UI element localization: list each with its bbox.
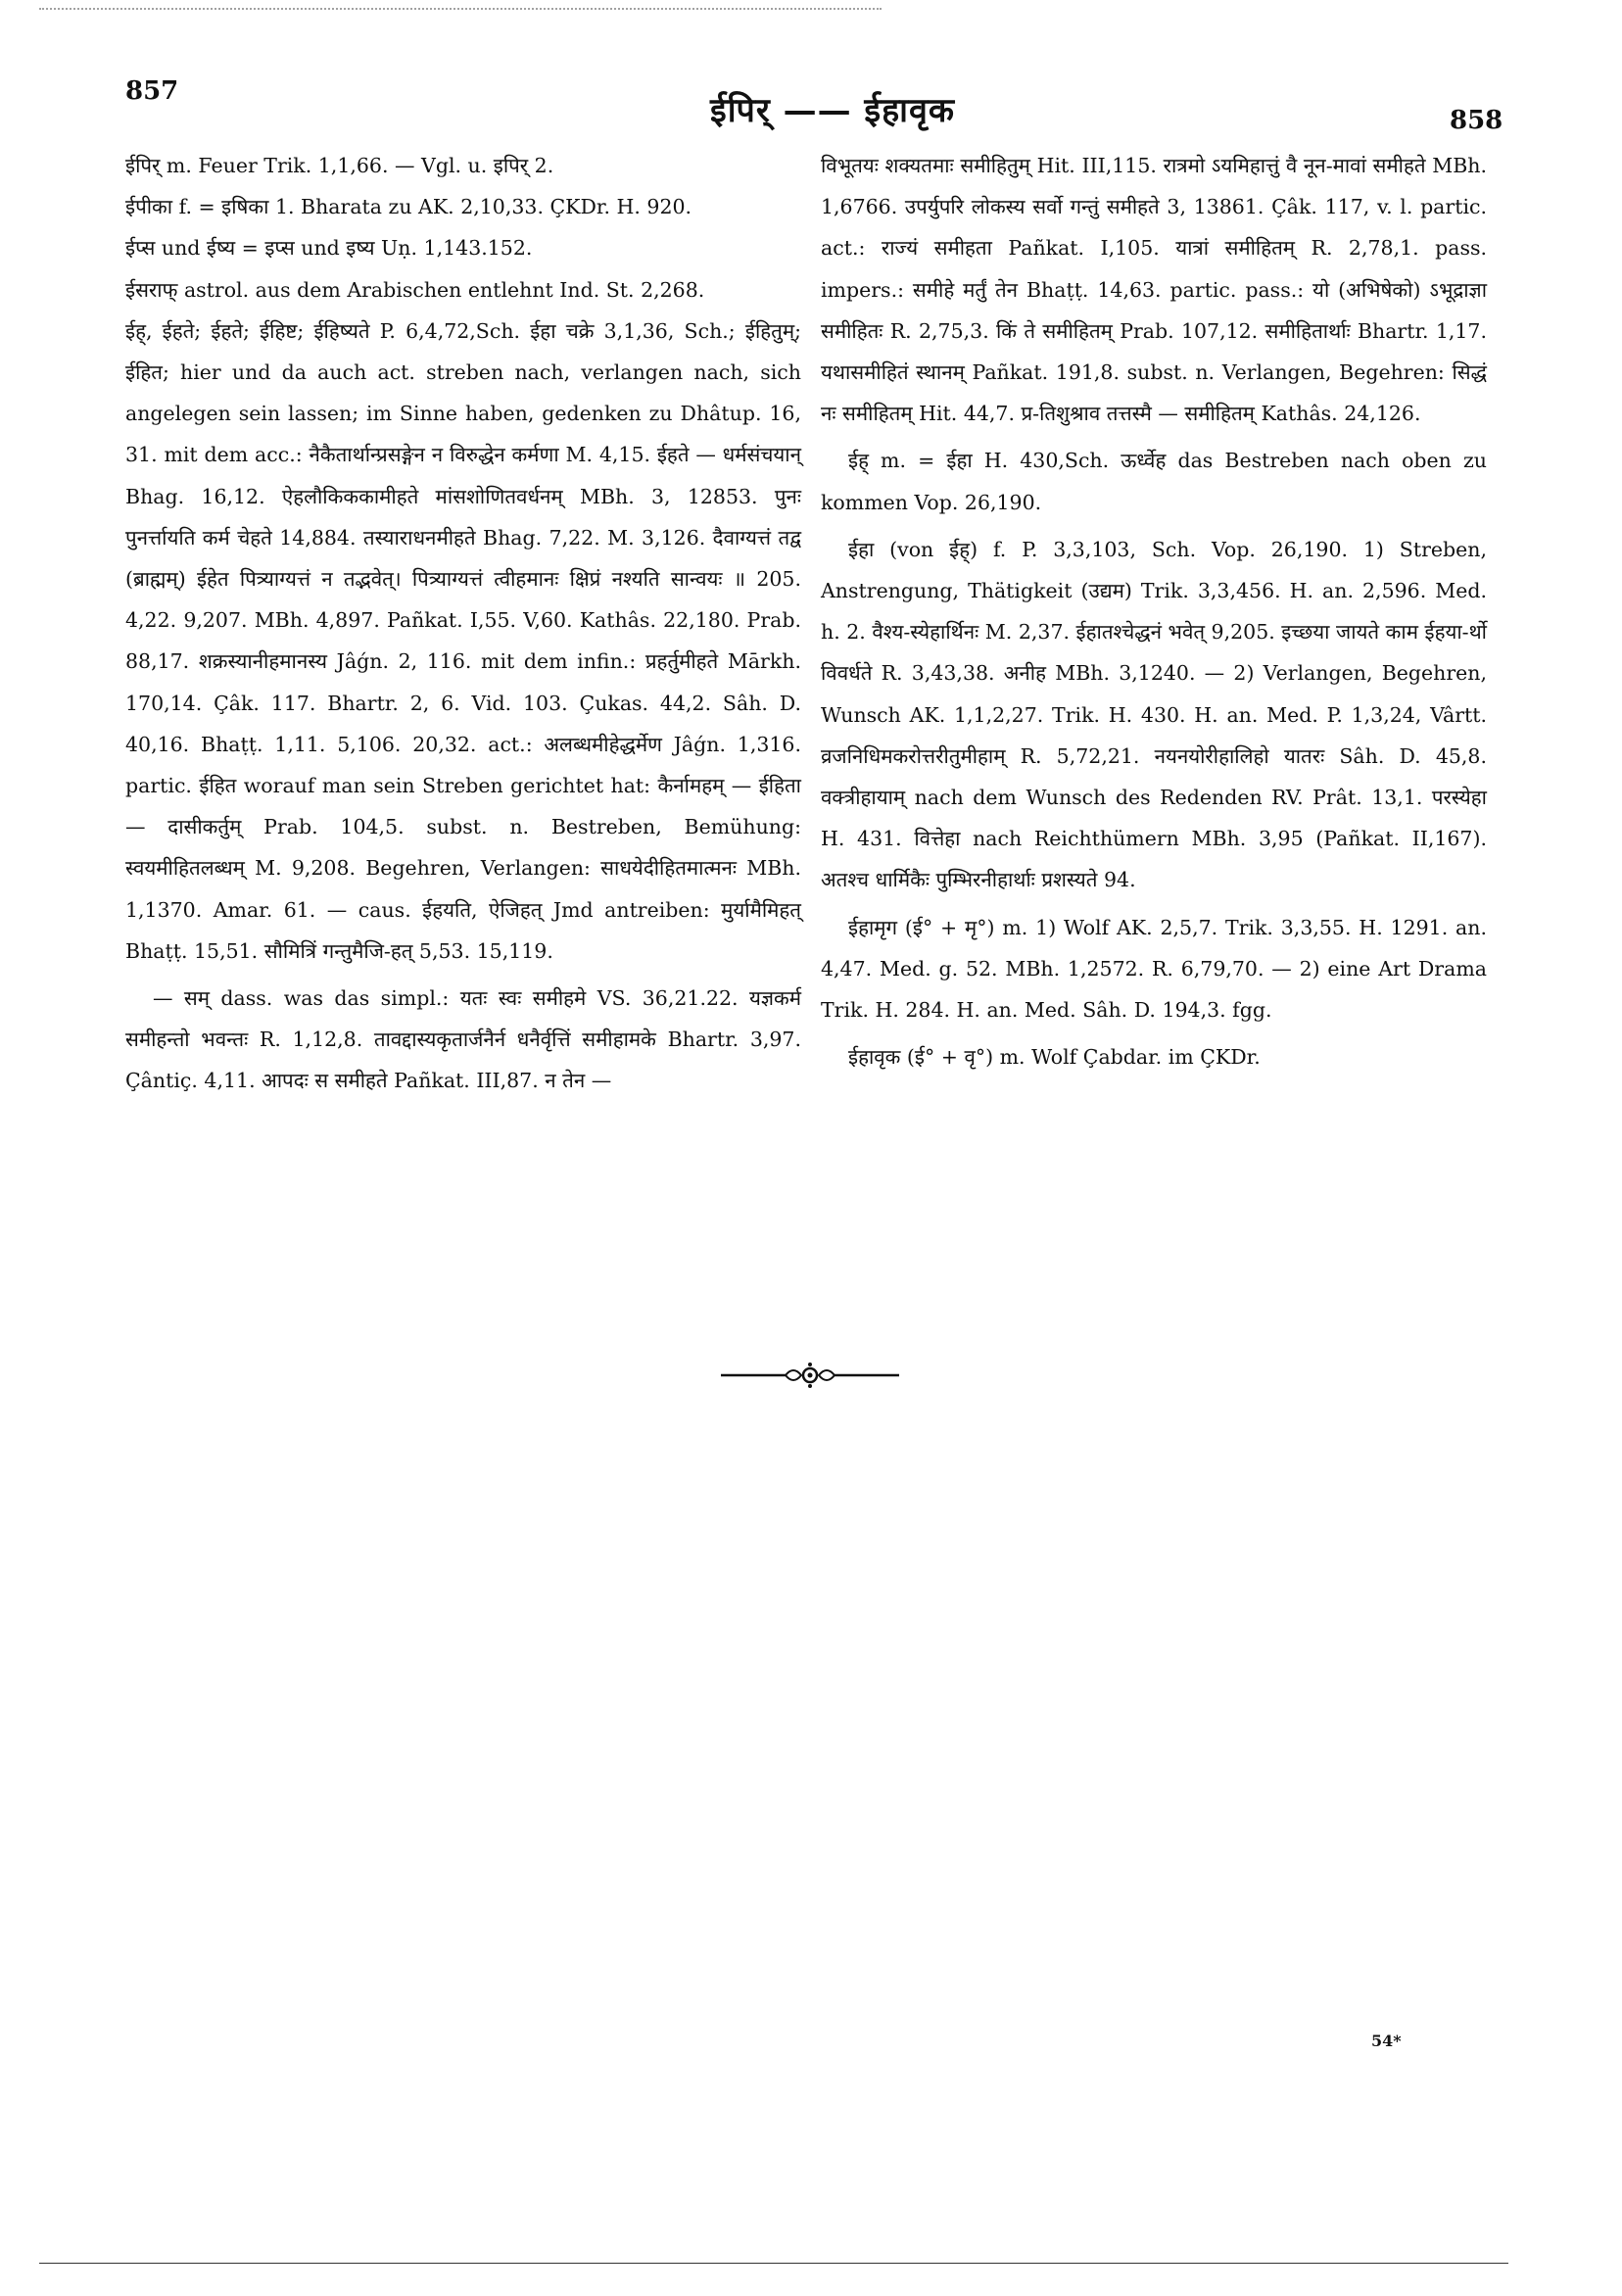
entry-eeh: ईह्, ईहते; ईहते; ईहिष्ट; ईहिष्यते P. 6,4,72,Sch. ईहा चक्रे 3,1,36, Sch.; ईहितुम्; ईहित; hier und da auch act. streben nach, verlangen nach, sich angelegen sein lassen; im Sinne haben, gedenken zu Dhâtup. 16, 31. mit dem acc.: नैकैतार्थान्प्रसङ्गेन न विरुद्धेन कर्मणा M. 4,15. ईहते — धर्मसंचयान् Bhag. 16,12. ऐहलौकिककामीहते मांसशोणितवर्धनम् MBh. 3, 12853. पुनः पुनर्त्तायति कर्म चेहते 14,884. तस्याराधनमीहते Bhag. 7,22. M. 3,126. दैवाग्यत्तं तद्व (ब्राह्मम्) ईहेत पित्र्याग्यत्तं न तद्भवेत्। पित्र्याग्यत्तं त्वीहमानः क्षिप्रं नश्यति सान्वयः ॥ 205. 4,22. 9,207. MBh. 4,897. Pañkat. I,55. V,60. Kathâs. 22,180. Prab. 88,17. शक्रस्यानीहमानस्य Jâǵn. 2, 116. mit dem infin.: प्रहर्तुमीहते Mārkh. 170,14. Çâk. 117. Bhartr. 2, 6. Vid. 103. Çukas. 44,2. Sâh. D. 40,16. Bhaṭṭ. 1,11. 5,106. 20,32. act.: अलब्धमीहेद्धर्मेण Jâǵn. 1,316. partic. ईहित worauf man sein Streben gerichtet hat: कैर्नामहम् — ईहिता — दासीकर्तुम् Prab. 104,5. subst. n. Bestreben, Bemühung: स्वयमीहितलब्धम् M. 9,208. Begehren, Verlangen: साधयेदीहितमात्मनः MBh. 1,1370. Amar. 61. — caus. ईहयति, ऐजिहत् Jmd antreiben: मुर्यामैमिहत् Bhaṭṭ. 15,51. सौमित्रिं गन्तुमैजि-हत् 5,53. 15,119. [125,318,801,963]
end-ornament [717,1356,903,1395]
right-column [821,145,1487,1077]
left-column [125,145,801,1102]
entry-eepika: ईपीका f. = इषिका 1. Bharata zu AK. 2,10,33. ÇKDr. H. 920. [125,195,692,219]
entry-eeps: ईप्स und ईष्य = इप्स und इष्य Uṇ. 1,143.152. [125,236,533,261]
left-page-number: 857 [125,76,179,106]
entry-sam-eeh-continued: विभूतयः शक्यतमाः समीहितुम् Hit. III,115. रात्रमो ऽयमिहात्तुं वै नून-मावां समीहते MBh. 1,6766. उपर्युपरि लोकस्य सर्वो गन्तुं समीहते 3, 13861. Çâk. 117, v. l. partic. act.: राज्यं समीहता Pañkat. I,105. यात्रां समीहितम् R. 2,78,1. pass. impers.: समीहे मर्तुं तेन Bhaṭṭ. 14,63. partic. pass.: यो (अभिषेको) ऽभूद्राज्ञा समीहितः R. 2,75,3. किं ते समीहितम् Prab. 107,12. समीहितार्थाः Bhartr. 1,17. यथासमीहितं स्थानम् Pañkat. 191,8. subst. n. Verlangen, Begehren: सिद्धं नः समीहितम् Hit. 44,7. प्र-तिशुश्राव तत्तस्मै — समीहितम् Kathâs. 24,126. [821,154,1487,426]
entry-eeha: ईहा (von ईह्) f. P. 3,3,103, Sch. Vop. 26,190. 1) Streben, Anstrengung, Thätigkeit (उद्यम) Trik. 3,3,456. H. an. 2,596. Med. h. 2. वैश्य-स्येहार्थिनः M. 2,37. ईहातश्चेद्धनं भवेत् 9,205. इच्छया जायते काम ईहया-र्थो विवर्धते R. 3,43,38. अनीह MBh. 3,1240. — 2) Verlangen, Begehren, Wunsch AK. 1,1,2,27. Trik. H. 430. H. an. Med. P. 1,3,24, Vârtt. व्रजनिधिमकरोत्तरीतुमीहाम् R. 5,72,21. नयनयोरीहालिहो यातरः Sâh. D. 45,8. वक्त्रीहायाम् nach dem Wunsch des Redenden RV. Prât. 13,1. परस्येहा H. 431. वित्तेहा nach Reichthümern MBh. 3,95 (Pañkat. II,167). अतश्च धार्मिकैः पुम्भिरनीहार्थाः प्रशस्यते 94. [821,537,1487,892]
entry-eepir: ईपिर् m. Feuer Trik. 1,1,66. — Vgl. u. इपिर् 2. [125,154,554,177]
entry-eehamriga: ईहामृग (ई° + मृ°) m. 1) Wolf AK. 2,5,7. Trik. 3,3,55. H. 1291. an. 4,47. Med. g. 52. MBh. 1,2572. R. 6,79,70. — 2) eine Art Drama Trik. H. 284. H. an. Med. Sâh. D. 194,3. fgg. [821,915,1487,1023]
scan-edge-noise [39,8,882,18]
entry-eeh-masc: ईह् m. = ईहा H. 430,Sch. ऊर्ध्वेह das Bestreben nach oben zu kommen Vop. 26,190. [821,449,1487,514]
running-head: ईपिर् —— ईहावृक [710,91,955,130]
signature-mark: 54* [1371,2032,1402,2050]
entry-sam-eeh: — सम् dass. was das simpl.: यतः स्वः समीहमे VS. 36,21.22. यज्ञकर्म समीहन्तो भवन्तः R. 1,12,8. तावद्दास्यकृतार्जनैर्न धनैर्वृत्तिं समीहामके Bhartr. 3,97. Çântiç. 4,11. आपदः स समीहते Pañkat. III,87. न तेन — [125,986,801,1093]
entry-eesaraf: ईसराफ् astrol. aus dem Arabischen entlehnt Ind. St. 2,268. [125,277,705,302]
right-page-number: 858 [1450,106,1503,135]
entry-eehavrika: ईहावृक (ई° + वृ°) m. Wolf Çabdar. im ÇKDr. [848,1045,1261,1070]
bottom-rule [39,2263,1508,2264]
